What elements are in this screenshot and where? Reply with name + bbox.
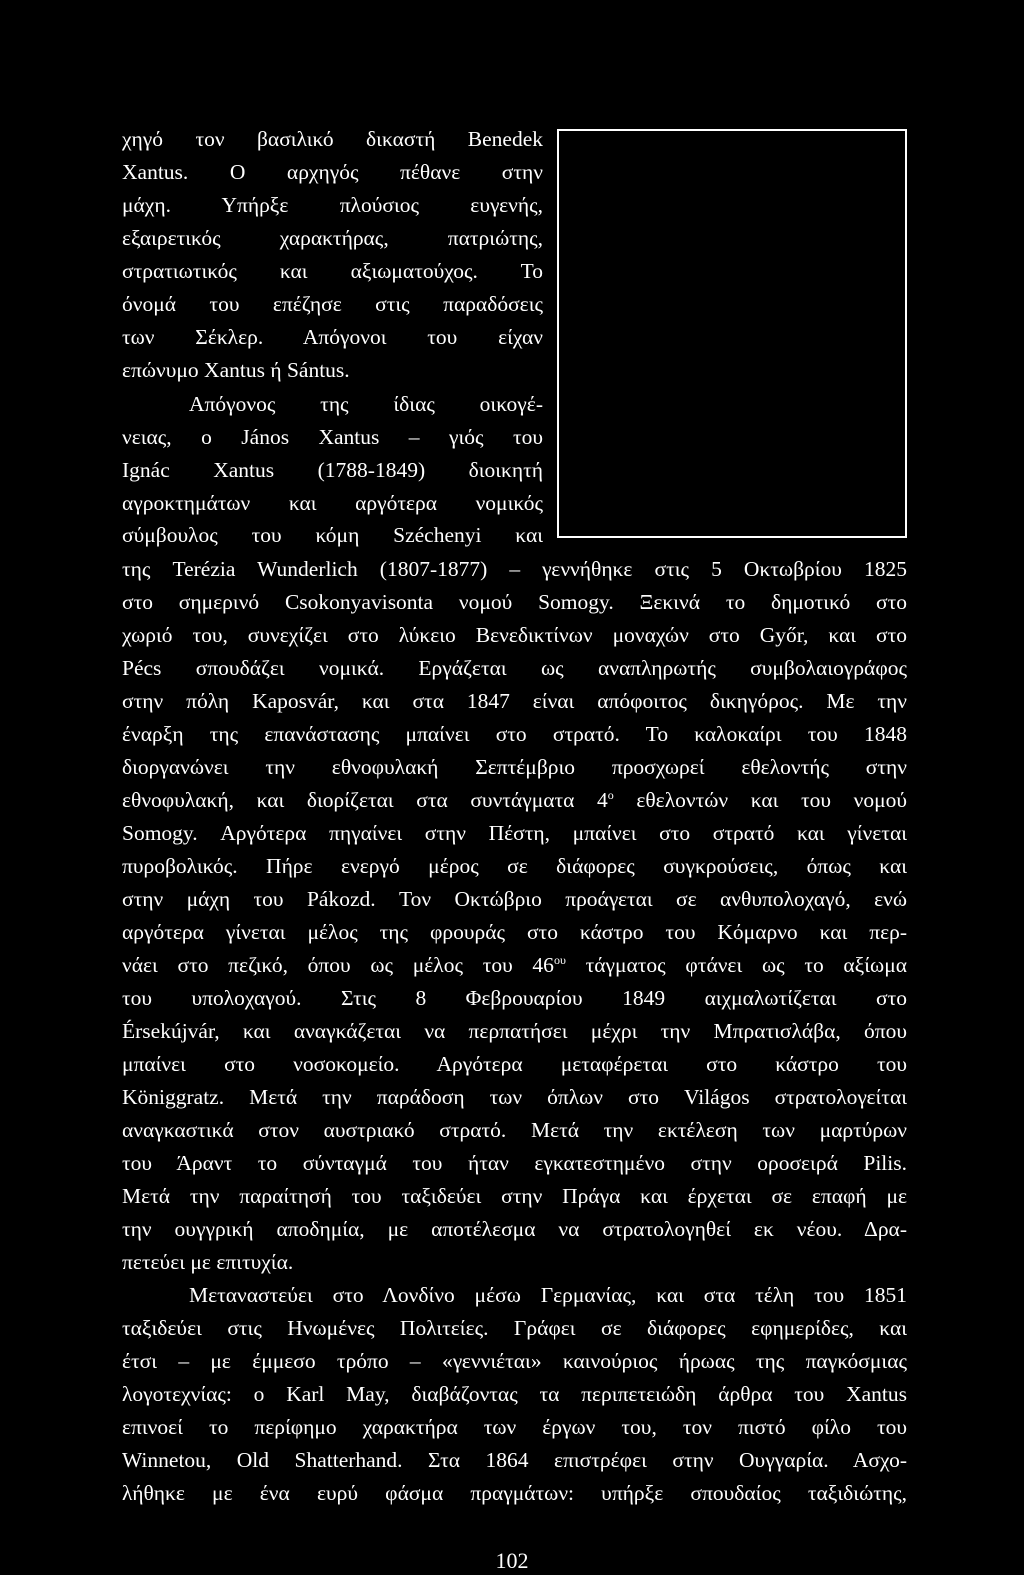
text-line: Königgratz. Μετά την παράδοση των όπλων στο Világos στρατολογείται <box>122 1085 907 1109</box>
text-line: Xantus. Ο αρχηγός πέθανε στην <box>122 160 543 184</box>
text-line: Ignác Xantus (1788-1849) διοικητή <box>122 458 543 482</box>
text-line: αργότερα γίνεται μέλος της φρουράς στο κάστρο του Κόμαρνο και περ- <box>122 920 907 944</box>
text-line: της Terézia Wunderlich (1807-1877) – γεννήθηκε στις 5 Οκτωβρίου 1825 <box>122 557 907 581</box>
text-line: Μετά την παραίτησή του ταξιδεύει στην Πράγα και έρχεται σε επαφή με <box>122 1184 907 1208</box>
text-line: την ουγγρική αποδημία, με αποτέλεσμα να στρατολογηθεί εκ νέου. Δρα- <box>122 1217 907 1241</box>
text-line: σύμβουλος του κόμη Széchenyi και <box>122 523 543 547</box>
text-line: πυροβολικός. Πήρε ενεργό μέρος σε διάφορες συγκρούσεις, όπως και <box>122 854 907 878</box>
text-line: αγροκτημάτων και αργότερα νομικός <box>122 491 543 515</box>
text-segment: νάει στο πεζικό, όπου ως μέλος του 46 <box>122 953 554 977</box>
text-line: αναγκαστικά στον αυστριακό στρατό. Μετά την εκτέλεση των μαρτύρων <box>122 1118 907 1142</box>
text-line: Απόγονος της ίδιας οικογέ- <box>189 392 543 416</box>
text-line: όνομά του επέζησε στις παραδόσεις <box>122 292 543 316</box>
text-line: λήθηκε με ένα ευρύ φάσμα πραγμάτων: υπήρξε σπουδαίος ταξιδιώτης, <box>122 1481 907 1505</box>
text-line: Pécs σπουδάζει νομικά. Εργάζεται ως αναπληρωτής συμβολαιογράφος <box>122 656 907 680</box>
text-line: χωριό του, συνεχίζει στο λύκειο Βενεδικτίνων μοναχών στο Győr, και στο <box>122 623 907 647</box>
text-line: επινοεί το περίφημο χαρακτήρα των έργων του, τον πιστό φίλο του <box>122 1415 907 1439</box>
text-line: χηγό τον βασιλικό δικαστή Benedek <box>122 127 543 151</box>
text-line: στην μάχη του Pákozd. Τον Οκτώβριο προάγεται σε ανθυπολοχαγό, ενώ <box>122 887 907 911</box>
text-line: Somogy. Αργότερα πηγαίνει στην Πέστη, μπαίνει στο στρατό και γίνεται <box>122 821 907 845</box>
text-line: επώνυμο Xantus ή Sántus. <box>122 358 350 382</box>
text-line: Winnetou, Old Shatterhand. Στα 1864 επιστρέφει στην Ουγγαρία. Ασχο- <box>122 1448 907 1472</box>
text-line: λογοτεχνίας: ο Karl May, διαβάζοντας τα περιπετειώδη άρθρα του Xantus <box>122 1382 907 1406</box>
text-segment: εθνοφυλακή, και διορίζεται στα συντάγματα 4 <box>122 788 608 812</box>
text-line: των Σέκλερ. Απόγονοι του είχαν <box>122 325 543 349</box>
text-line: μάχη. Υπήρξε πλούσιος ευγενής, <box>122 193 543 217</box>
text-line: πετεύει με επιτυχία. <box>122 1250 294 1274</box>
text-line: νειας, ο János Xantus – γιός του <box>122 425 543 449</box>
text-line <box>122 784 907 817</box>
text-line: Érsekújvár, και αναγκάζεται να περπατήσει μέχρι την Μπρατισλάβα, όπου <box>122 1019 907 1043</box>
text-line: μπαίνει στο νοσοκομείο. Αργότερα μεταφέρεται στο κάστρο του <box>122 1052 907 1076</box>
photo-placeholder <box>557 129 907 538</box>
text-segment: εθελοντών και του νομού <box>613 788 907 812</box>
text-segment: τάγματος φτάνει ως το αξίωμα <box>565 953 907 977</box>
text-line: εξαιρετικός χαρακτήρας, πατριώτης, <box>122 226 543 250</box>
superscript: ου <box>553 952 566 967</box>
text-line: διοργανώνει την εθνοφυλακή Σεπτέμβριο προσχωρεί εθελοντής στην <box>122 755 907 779</box>
text-line: στο σημερινό Csokonyavisonta νομού Somogy. Ξεκινά το δημοτικό στο <box>122 590 907 614</box>
text-line: ταξιδεύει στις Ηνωμένες Πολιτείες. Γράφει σε διάφορες εφημερίδες, και <box>122 1316 907 1340</box>
page-number: 102 <box>495 1548 529 1573</box>
text-line: του υπολοχαγού. Στις 8 Φεβρουαρίου 1849 αιχμαλωτίζεται στο <box>122 986 907 1010</box>
text-line: έναρξη της επανάστασης μπαίνει στο στρατό. Το καλοκαίρι του 1848 <box>122 722 907 746</box>
text-line: έτσι – με έμμεσο τρόπο – «γεννιέται» καινούριος ήρωας της παγκόσμιας <box>122 1349 907 1373</box>
text-line: του Άραντ το σύνταγμά του ήταν εγκατεστημένο στην οροσειρά Pilis. <box>122 1151 907 1175</box>
text-line: Μεταναστεύει στο Λονδίνο μέσω Γερμανίας, και στα τέλη του 1851 <box>189 1283 907 1307</box>
text-line: στρατιωτικός και αξιωματούχος. Το <box>122 259 543 283</box>
superscript: ο <box>607 787 614 802</box>
text-line <box>122 949 907 982</box>
text-line: στην πόλη Kaposvár, και στα 1847 είναι απόφοιτος δικηγόρος. Με την <box>122 689 907 713</box>
